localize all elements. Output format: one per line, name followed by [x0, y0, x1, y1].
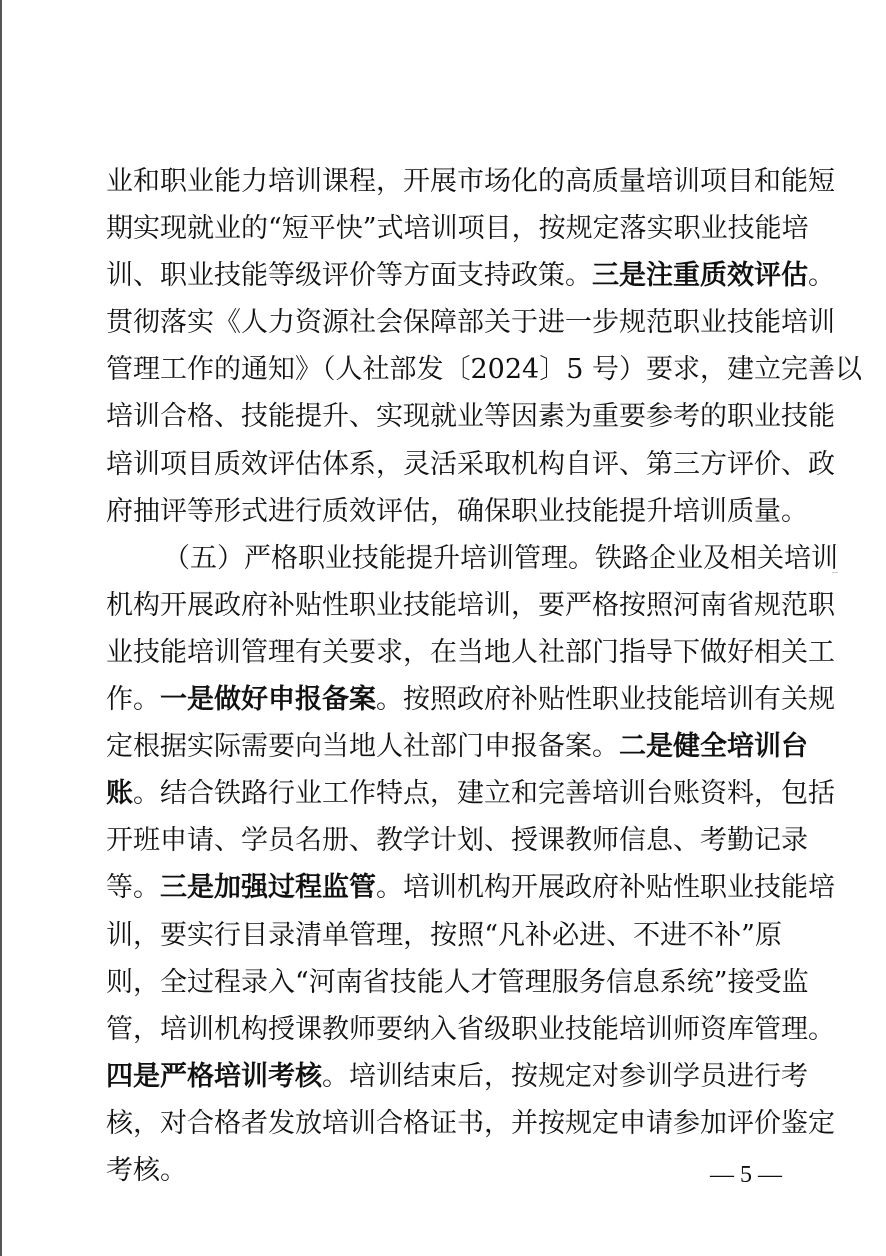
text-line — [106, 676, 835, 723]
text-line — [106, 488, 808, 535]
text-segment: 期实现就业的“短平快”式培训项目，按规定落实职业技能培 — [106, 213, 809, 245]
text-line — [106, 393, 835, 440]
text-segment: 。 — [808, 260, 835, 292]
text-line — [106, 1147, 782, 1194]
page-number: — 5 — — [710, 1162, 782, 1188]
text-segment: 。结合铁路行业工作特点，建立和完善培训台账资料，包括 — [133, 778, 835, 810]
text-segment: 作。 — [106, 684, 160, 716]
document-body — [106, 158, 862, 1194]
text-line — [106, 252, 835, 299]
text-segment: 机构开展政府补贴性职业技能培训，要严格按照河南省规范职 — [106, 589, 835, 621]
text-segment: 管，培训机构授课教师要纳入省级职业技能培训师资库管理。 — [106, 1013, 835, 1045]
text-segment: 训、职业技能等级评价等方面支持政策。 — [106, 260, 592, 292]
text-line — [106, 158, 835, 205]
text-line — [106, 912, 782, 959]
text-segment: 则，全过程录入“河南省技能人才管理服务信息系统”接受监 — [106, 966, 809, 998]
text-segment: 核，对合格者发放培训合格证书，并按规定申请参加评价鉴定 — [106, 1107, 835, 1139]
text-line — [106, 205, 809, 252]
text-segment: 培训项目质效评估体系，灵活采取机构自评、第三方评价、政 — [106, 448, 835, 480]
text-segment: 。培训结束后，按规定对参训学员进行考 — [322, 1060, 808, 1092]
bold-phrase: 账 — [106, 778, 133, 810]
page-left-edge — [0, 0, 2, 1256]
bold-phrase: 二是健全培训台 — [619, 731, 808, 763]
text-line — [106, 959, 809, 1006]
text-line — [106, 1053, 808, 1100]
text-segment: 培训合格、技能提升、实现就业等因素为重要参考的职业技能 — [106, 401, 835, 433]
text-line — [106, 346, 862, 393]
text-segment: 管理工作的通知》（人社部发〔2024〕5 号）要求，建立完善以 — [106, 354, 862, 386]
text-segment: 等。 — [106, 872, 160, 904]
text-line — [106, 582, 835, 629]
text-segment: 训，要实行目录清单管理，按照“凡补必进、不进不补”原 — [106, 919, 782, 951]
text-line — [106, 723, 808, 770]
text-segment: 业和职业能力培训课程，开展市场化的高质量培训项目和能短 — [106, 166, 835, 197]
text-segment: 铁路企业及相关培训 — [595, 542, 838, 574]
text-line — [106, 441, 835, 488]
bold-phrase: 三是加强过程监管 — [160, 872, 376, 904]
text-line — [106, 535, 838, 582]
text-segment: 定根据实际需要向当地人社部门申报备案。 — [106, 731, 619, 763]
bold-phrase: 三是注重质效评估 — [592, 260, 808, 292]
bold-phrase: 一是做好申报备案 — [160, 684, 376, 716]
text-line — [106, 1100, 835, 1147]
text-segment: 开班申请、学员名册、教学计划、授课教师信息、考勤记录 — [106, 825, 808, 857]
text-segment: 贯彻落实《人力资源社会保障部关于进一步规范职业技能培训 — [106, 307, 835, 339]
text-segment: 。按照政府补贴性职业技能培训有关规 — [376, 684, 835, 716]
text-segment: 府抽评等形式进行质效评估，确保职业技能提升培训质量。 — [106, 495, 808, 527]
text-segment: 业技能培训管理有关要求，在当地人社部门指导下做好相关工 — [106, 636, 835, 668]
text-segment: 考核。 — [106, 1154, 187, 1186]
text-line — [106, 864, 835, 911]
text-line — [106, 817, 808, 864]
text-line — [106, 1006, 835, 1053]
text-line — [106, 299, 835, 346]
text-line — [106, 770, 835, 817]
text-segment: 。培训机构开展政府补贴性职业技能培 — [376, 872, 835, 904]
bold-phrase: 四是严格培训考核 — [106, 1060, 322, 1092]
text-line — [106, 629, 835, 676]
section-heading: （五）严格职业技能提升培训管理。 — [163, 542, 595, 574]
